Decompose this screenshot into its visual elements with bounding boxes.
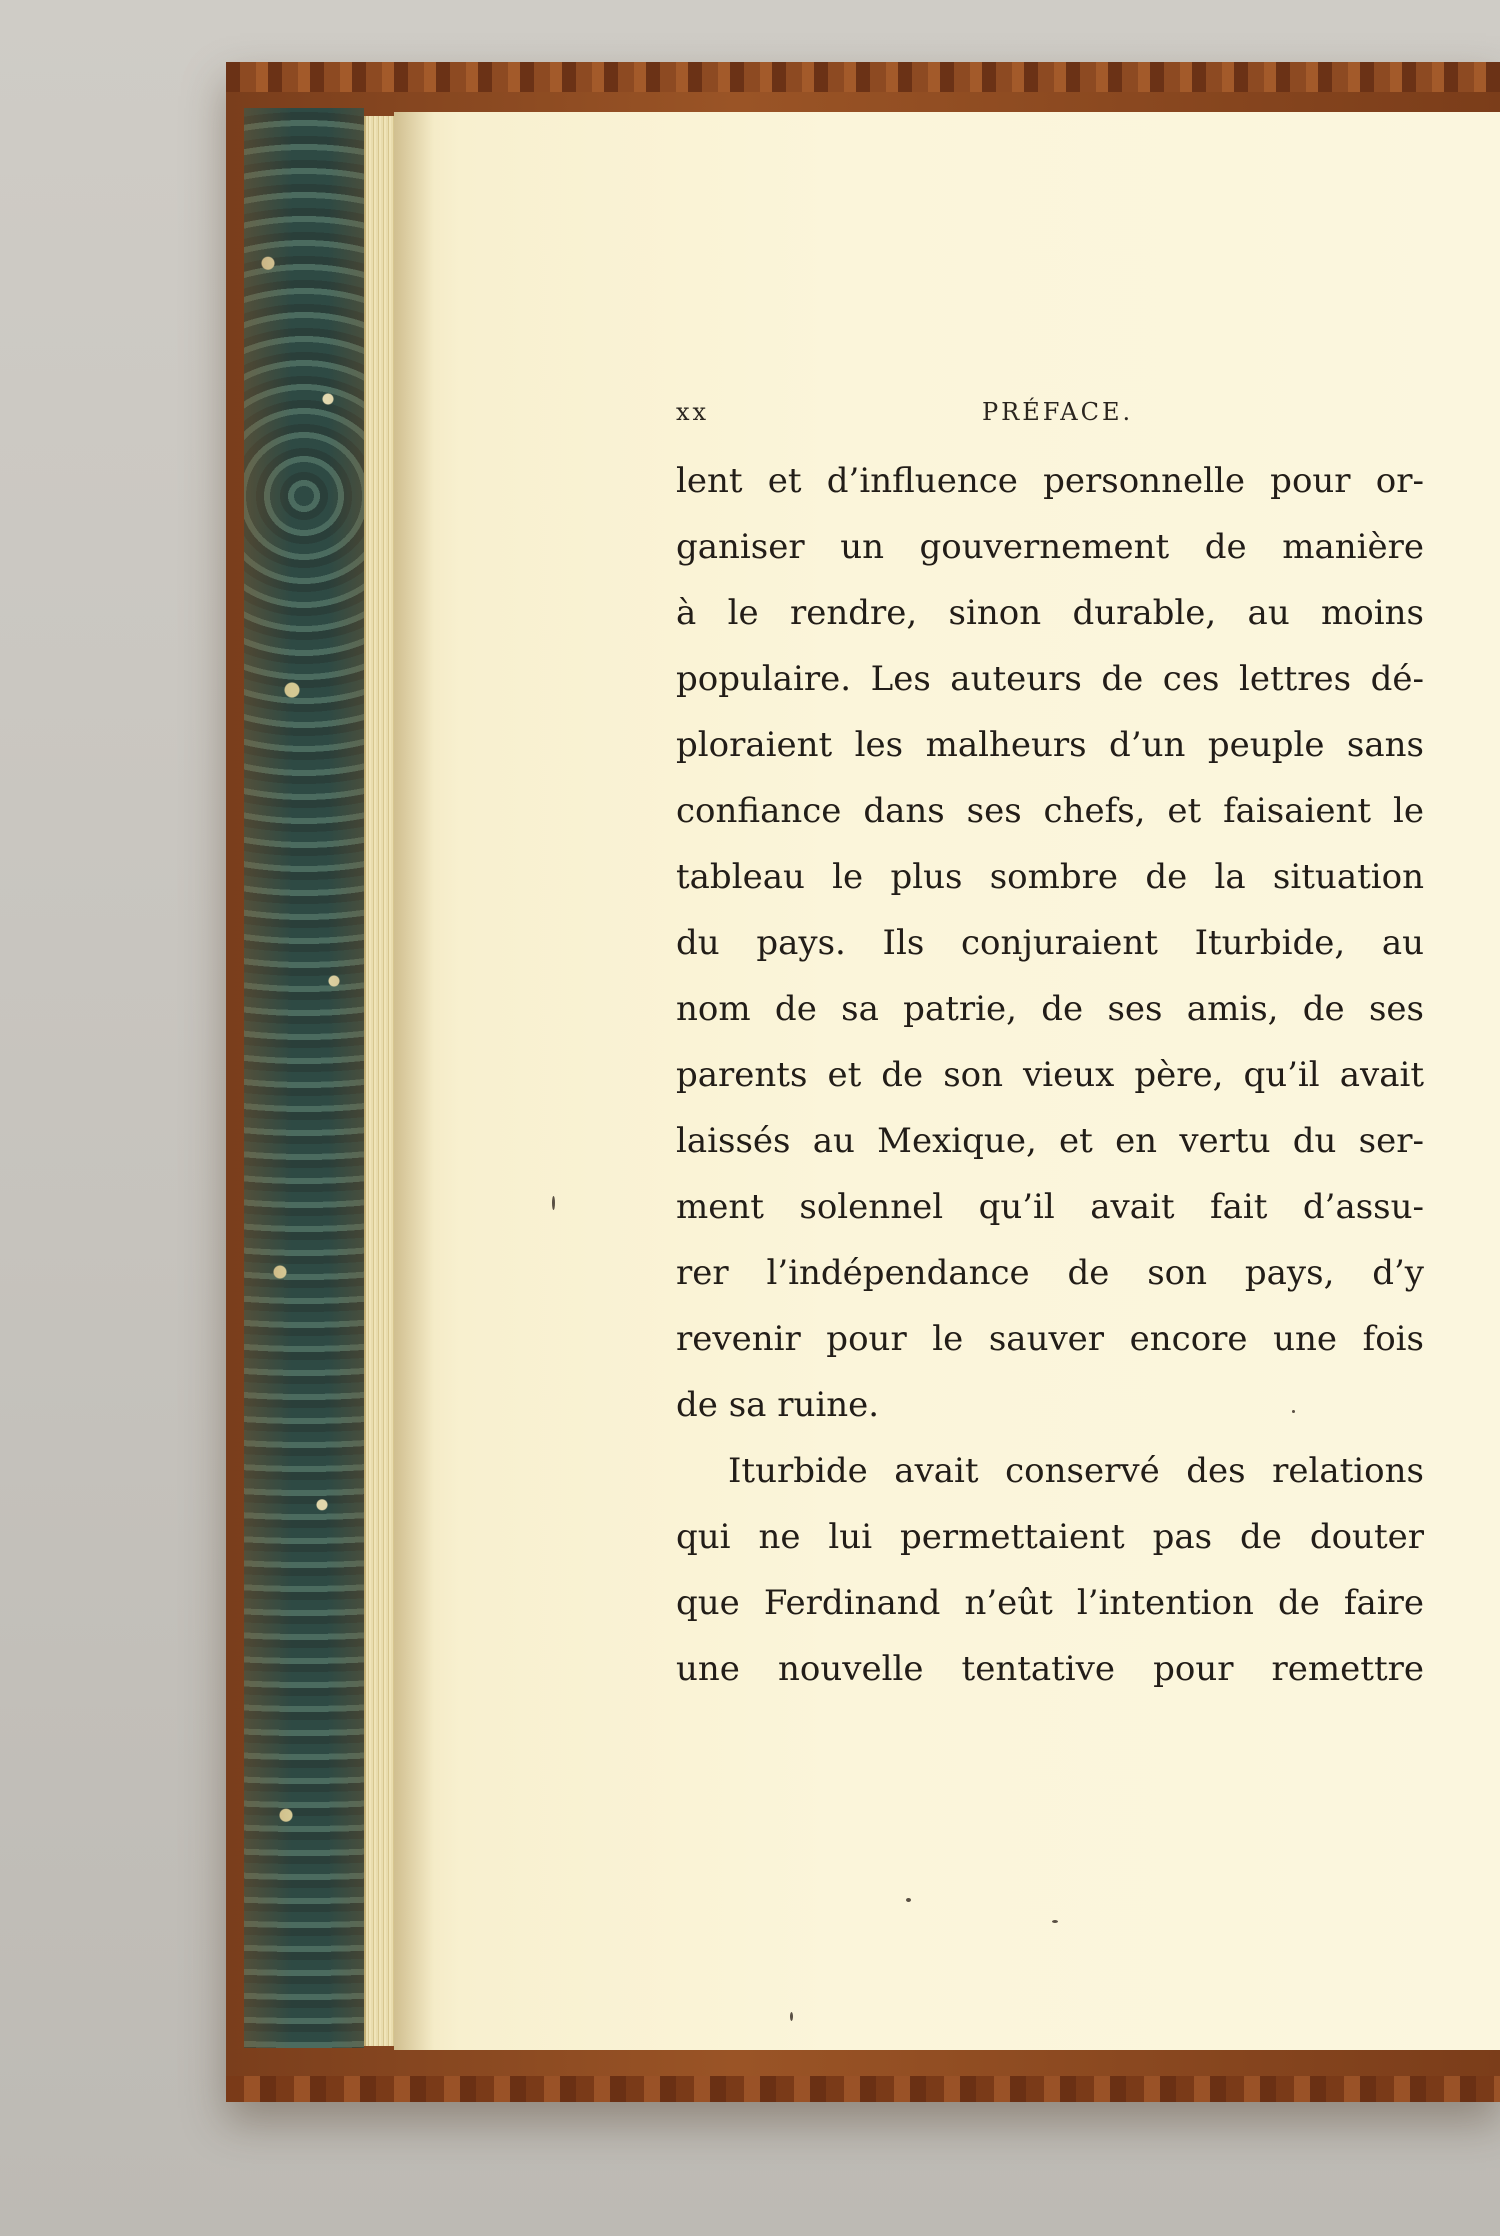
text-line: parents et de son vieux père, qu’il avait (676, 1055, 1424, 1095)
text-line: une nouvelle tentative pour remettre (676, 1649, 1424, 1689)
text-line: lent et d’influence personnelle pour or- (676, 461, 1424, 501)
text-line: du pays. Ils conjuraient Iturbide, au (676, 923, 1424, 963)
text-line: populaire. Les auteurs de ces lettres dé- (676, 659, 1424, 699)
paper-speck (1052, 1920, 1058, 1923)
text-line: nom de sa patrie, de ses amis, de ses (676, 989, 1424, 1029)
text-line: à le rendre, sinon durable, au moins (676, 593, 1424, 633)
paper-speck (790, 2012, 793, 2021)
paragraph-start-line: Iturbide avait conservé des relations (728, 1451, 1424, 1491)
text-line: confiance dans ses chefs, et faisaient le (676, 791, 1424, 831)
text-line: ploraient les malheurs d’un peuple sans (676, 725, 1424, 765)
body-text (676, 448, 1424, 1702)
text-line: tableau le plus sombre de la situation (676, 857, 1424, 897)
page-gutter-shadow (394, 112, 434, 2050)
text-line: laissés au Mexique, et en vertu du ser- (676, 1121, 1424, 1161)
text-line: revenir pour le sauver encore une fois (676, 1319, 1424, 1359)
paper-speck (906, 1898, 911, 1902)
paper-speck (1292, 1410, 1295, 1413)
endpaper-shading (244, 108, 364, 2048)
text-line: ment solennel qu’il avait fait d’assu- (676, 1187, 1424, 1227)
running-title: PRÉFACE. (982, 398, 1134, 426)
page-edges (364, 116, 396, 2046)
text-line: ganiser un gouvernement de manière (676, 527, 1424, 567)
binding-bottom-edge (226, 2076, 1500, 2102)
page-number: xx (676, 398, 710, 426)
binding-top-edge (226, 62, 1500, 92)
text-line: qui ne lui permettaient pas de douter (676, 1517, 1424, 1557)
paragraph-end-line: de sa ruine. (676, 1385, 880, 1425)
text-line: rer l’indépendance de son pays, d’y (676, 1253, 1424, 1293)
paper-speck (552, 1196, 555, 1210)
running-head (676, 398, 1134, 438)
text-line: que Ferdinand n’eût l’intention de faire (676, 1583, 1424, 1623)
